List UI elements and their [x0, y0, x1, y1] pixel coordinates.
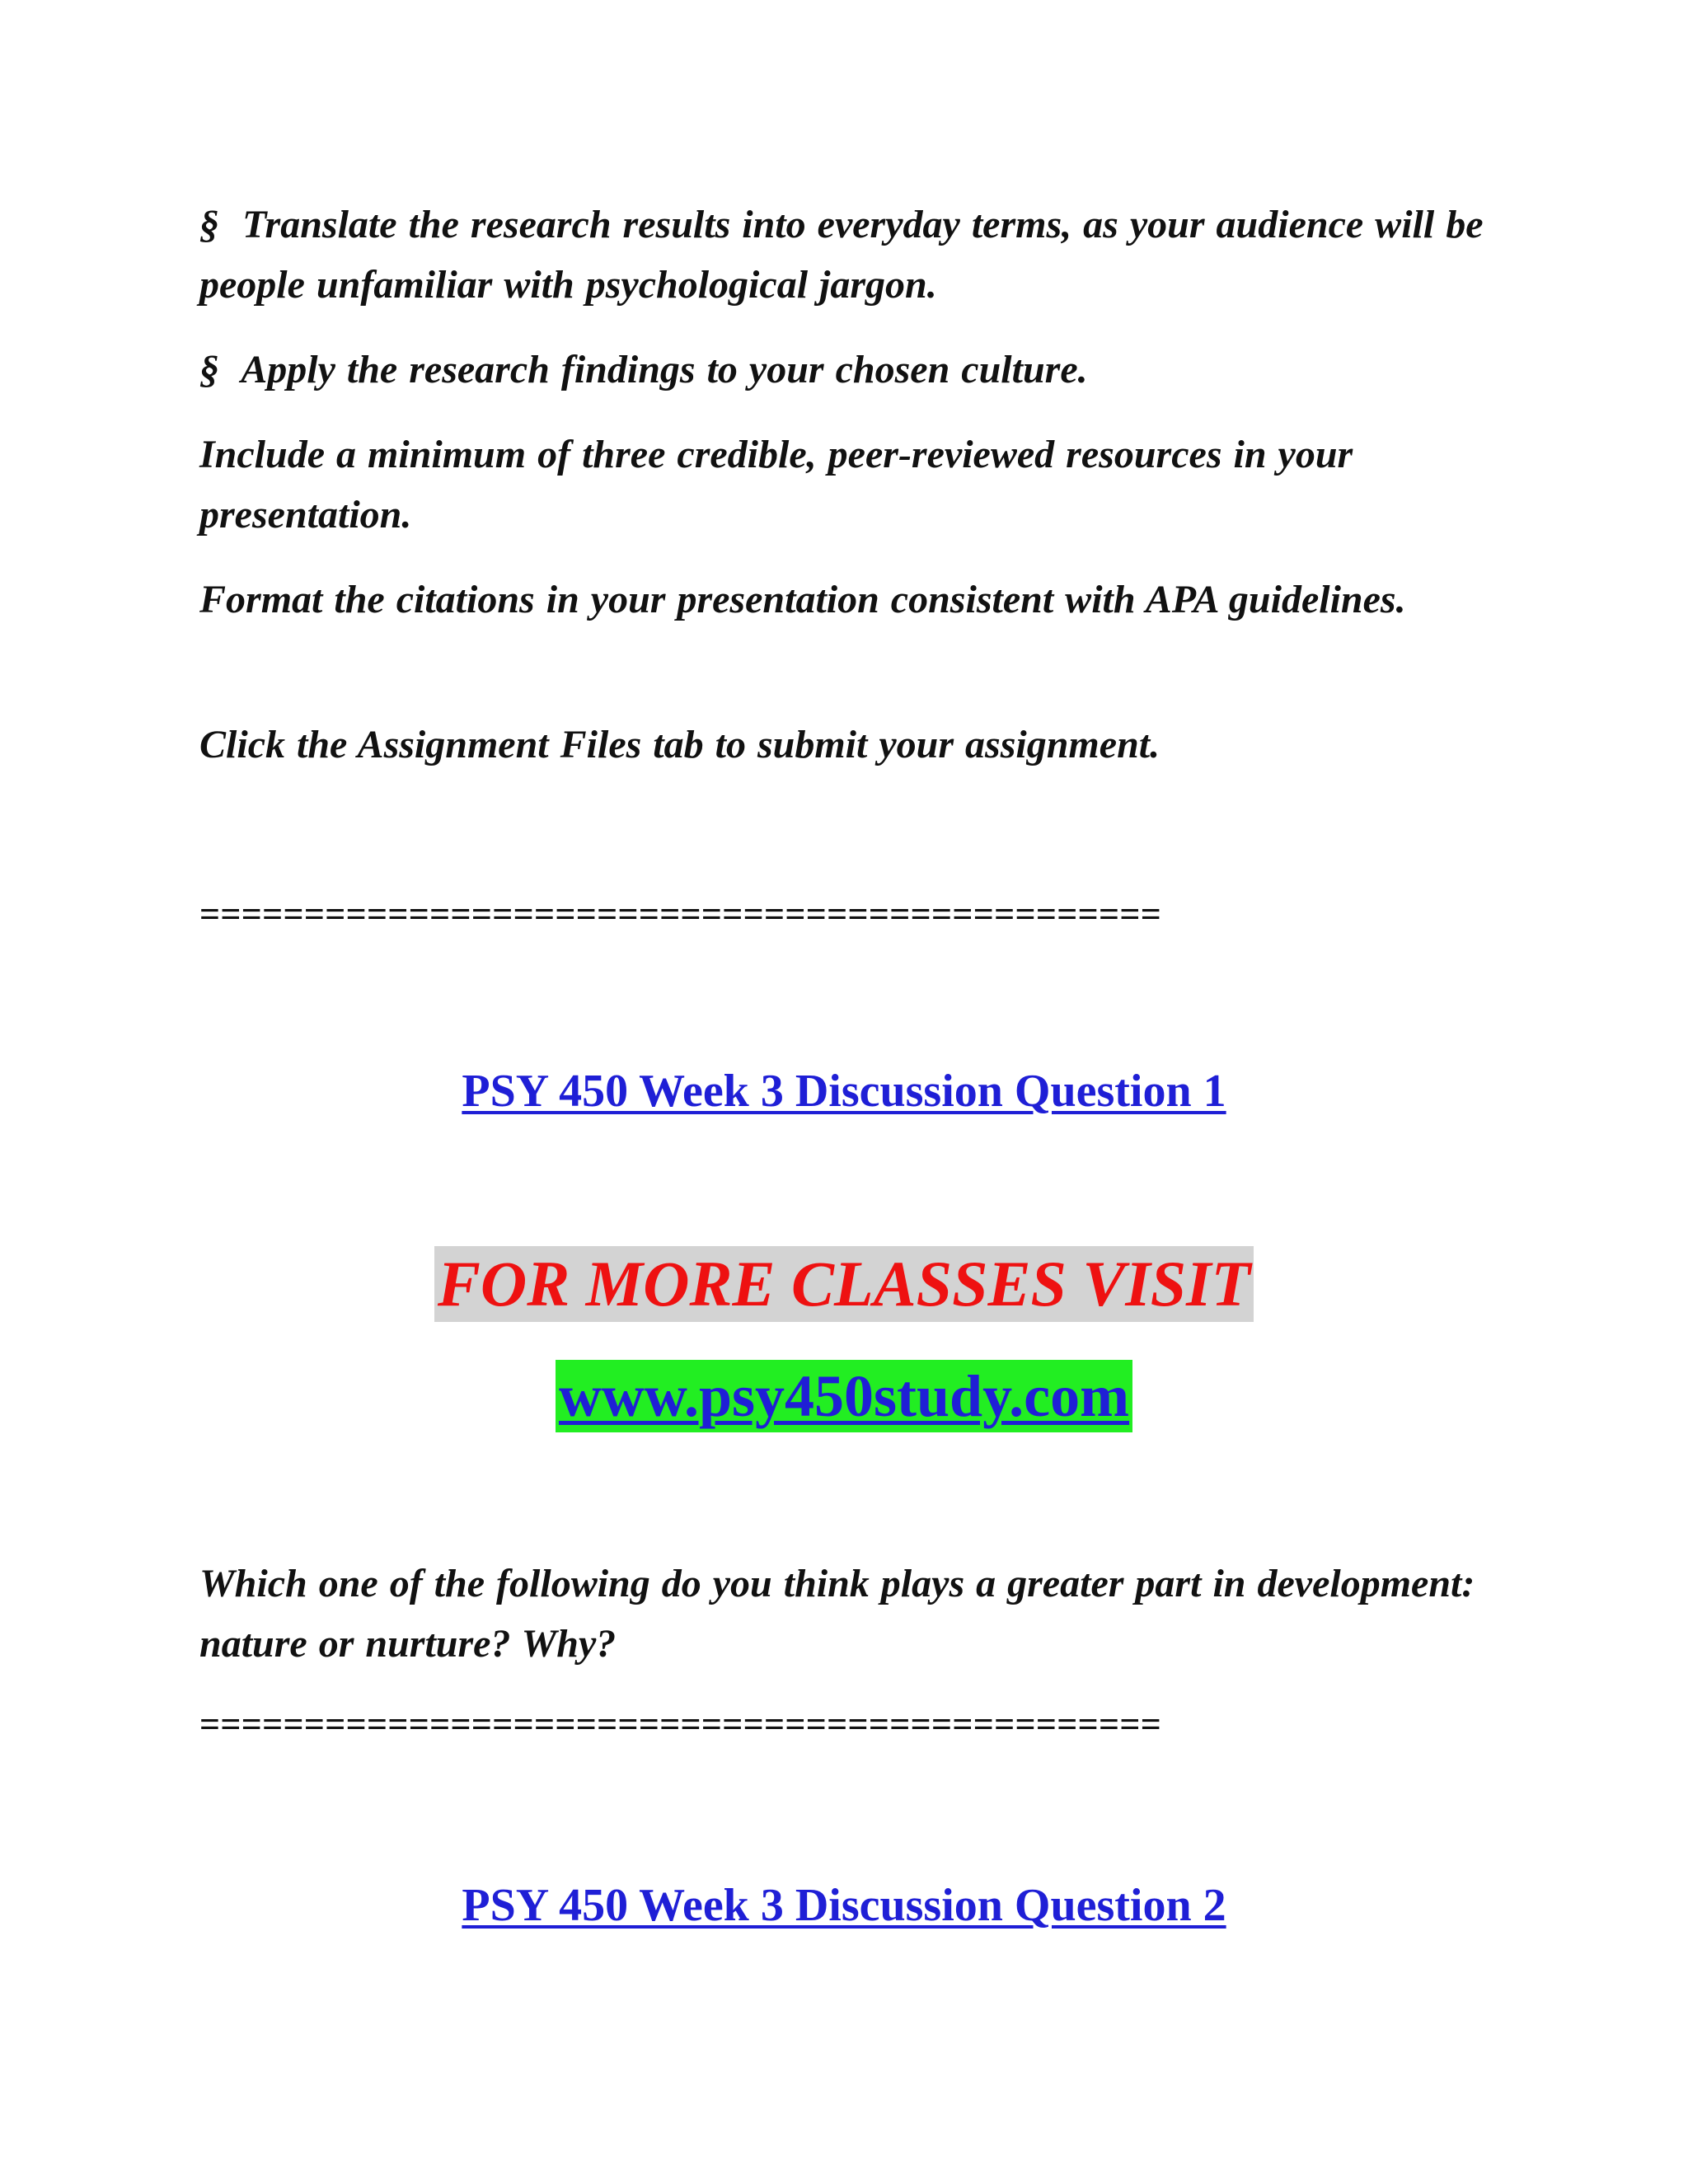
- separator-line: ==============================================: [199, 894, 1162, 935]
- discussion-question-2-link[interactable]: PSY 450 Week 3 Discussion Question 2: [462, 1880, 1226, 1931]
- instruction-citations: Format the citations in your presentation consistent with APA guidelines.: [199, 578, 1406, 621]
- bullet-marker: §: [199, 348, 219, 391]
- promo-url: [0, 1360, 1688, 1432]
- promo-title-text: FOR MORE CLASSES VISIT: [434, 1246, 1254, 1322]
- separator-line: ==============================================: [199, 1704, 1162, 1745]
- bullet-apply: [199, 340, 1518, 400]
- instruction-submit: Click the Assignment Files tab to submit your assignment.: [199, 723, 1160, 766]
- bullet-text: Translate the research results into everyday terms, as your audience will be people unfamiliar with psychological jargon.: [199, 203, 1484, 307]
- discussion-question-1-link[interactable]: PSY 450 Week 3 Discussion Question 1: [462, 1066, 1226, 1117]
- promo-title: [0, 1246, 1688, 1322]
- bullet-text: Apply the research findings to your chosen culture.: [241, 348, 1088, 391]
- instruction-resources: Include a minimum of three credible, peer-reviewed resources in your presentation.: [199, 433, 1353, 537]
- discussion-question-1-heading: [0, 1062, 1688, 1120]
- bullet-translate: [199, 194, 1518, 315]
- discussion-question-2-heading: [0, 1877, 1688, 1934]
- bullet-marker: §: [199, 203, 219, 246]
- promo-url-link[interactable]: www.psy450study.com: [556, 1360, 1132, 1432]
- discussion-question-text: Which one of the following do you think plays a greater part in development: nature or nurture? Why?: [199, 1562, 1475, 1666]
